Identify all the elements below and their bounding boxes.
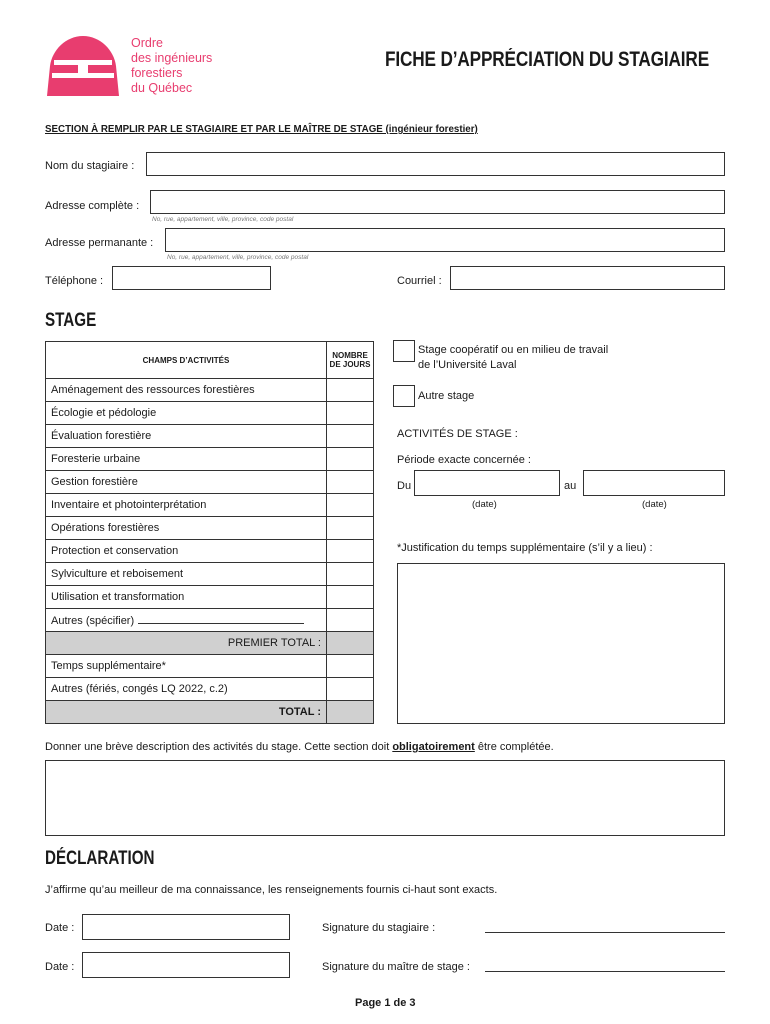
coop-stage-label-line: de l’Université Laval bbox=[418, 359, 517, 371]
org-name-line: forestiers bbox=[131, 66, 183, 80]
activity-name: Utilisation et transformation bbox=[46, 586, 327, 609]
table-row bbox=[46, 563, 374, 586]
description-emphasis: obligatoirement bbox=[392, 741, 475, 753]
org-logo-icon bbox=[44, 36, 122, 96]
col-days-line: DE JOURS bbox=[329, 360, 371, 369]
description-text-end: être complétée. bbox=[474, 741, 554, 753]
days-cell[interactable] bbox=[327, 655, 374, 678]
other-stage-label: Autre stage bbox=[418, 390, 475, 402]
table-row bbox=[46, 425, 374, 448]
table-row bbox=[46, 586, 374, 609]
perm-address-hint: No, rue, appartement, ville, province, code postal bbox=[167, 254, 309, 261]
days-cell[interactable] bbox=[327, 471, 374, 494]
table-row bbox=[46, 471, 374, 494]
from-label: Du bbox=[397, 480, 412, 492]
table-row bbox=[46, 402, 374, 425]
first-total-cell[interactable] bbox=[327, 632, 374, 655]
days-cell[interactable] bbox=[327, 678, 374, 701]
name-field[interactable] bbox=[146, 152, 725, 176]
description-field[interactable] bbox=[45, 760, 725, 836]
email-field[interactable] bbox=[450, 266, 725, 290]
to-label: au bbox=[564, 480, 577, 492]
master-signature-label: Signature du maître de stage : bbox=[322, 961, 470, 973]
date-label: Date : bbox=[45, 961, 75, 973]
total-cell[interactable] bbox=[327, 701, 374, 724]
perm-address-field[interactable] bbox=[165, 228, 725, 252]
other-activity-field[interactable] bbox=[138, 613, 304, 624]
activity-name: Aménagement des ressources forestières bbox=[46, 379, 327, 402]
activities-table bbox=[45, 341, 374, 724]
phone-label: Téléphone : bbox=[45, 275, 104, 287]
org-name-line: du Québec bbox=[131, 81, 193, 95]
activity-name: Évaluation forestière bbox=[46, 425, 327, 448]
description-text: Donner une brève description des activités du stage. Cette section doit bbox=[45, 741, 393, 753]
org-name-line: Ordre bbox=[131, 36, 163, 50]
date-label: Date : bbox=[45, 922, 75, 934]
table-row bbox=[46, 517, 374, 540]
days-cell[interactable] bbox=[327, 494, 374, 517]
phone-field[interactable] bbox=[112, 266, 271, 290]
table-row bbox=[46, 609, 374, 632]
stage-heading: STAGE bbox=[45, 310, 97, 331]
page-title: FICHE D’APPRÉCIATION DU STAGIAIRE bbox=[385, 48, 710, 71]
table-row bbox=[46, 448, 374, 471]
first-total-label: PREMIER TOTAL : bbox=[46, 632, 327, 655]
address-hint: No, rue, appartement, ville, province, code postal bbox=[152, 216, 294, 223]
coop-stage-checkbox[interactable] bbox=[393, 340, 415, 362]
declaration-statement: J’affirme qu’au meilleur de ma connaissance, les renseignements fournis ci-haut sont exacts. bbox=[45, 884, 498, 896]
intern-date-field[interactable] bbox=[82, 914, 290, 940]
perm-address-label: Adresse permanante : bbox=[45, 237, 154, 249]
org-name bbox=[131, 36, 212, 96]
justification-field[interactable] bbox=[397, 563, 725, 724]
activity-name: Écologie et pédologie bbox=[46, 402, 327, 425]
other-stage-checkbox[interactable] bbox=[393, 385, 415, 407]
master-signature-line[interactable] bbox=[485, 971, 725, 972]
days-cell[interactable] bbox=[327, 609, 374, 632]
col-days-line: NOMBRE bbox=[332, 351, 368, 360]
col-days-header bbox=[327, 342, 374, 379]
master-date-field[interactable] bbox=[82, 952, 290, 978]
date-to-field[interactable] bbox=[583, 470, 725, 496]
name-label: Nom du stagiaire : bbox=[45, 160, 135, 172]
other-activity-label: Autres (spécifier) bbox=[51, 615, 135, 627]
intern-signature-label: Signature du stagiaire : bbox=[322, 922, 436, 934]
activity-name: Opérations forestières bbox=[46, 517, 327, 540]
address-label: Adresse complète : bbox=[45, 200, 140, 212]
days-cell[interactable] bbox=[327, 448, 374, 471]
activity-name: Foresterie urbaine bbox=[46, 448, 327, 471]
section-heading: SECTION À REMPLIR PAR LE STAGIAIRE ET PAR LE MAÎTRE DE STAGE (ingénieur forestier) bbox=[45, 123, 478, 135]
coop-stage-label-line: Stage coopératif ou en milieu de travail bbox=[418, 344, 609, 356]
col-activity-header: CHAMPS D’ACTIVITÉS bbox=[46, 342, 327, 379]
others-holidays-label: Autres (fériés, congés LQ 2022, c.2) bbox=[46, 678, 327, 701]
activities-label: ACTIVITÉS DE STAGE : bbox=[397, 428, 518, 440]
days-cell[interactable] bbox=[327, 540, 374, 563]
intern-signature-line[interactable] bbox=[485, 932, 725, 933]
period-label: Période exacte concernée : bbox=[397, 454, 531, 466]
total-label: TOTAL : bbox=[46, 701, 327, 724]
activity-name: Gestion forestière bbox=[46, 471, 327, 494]
other-activity-cell bbox=[46, 609, 327, 632]
description-label bbox=[45, 741, 554, 753]
activity-name: Sylviculture et reboisement bbox=[46, 563, 327, 586]
activity-name: Protection et conservation bbox=[46, 540, 327, 563]
table-row bbox=[46, 632, 374, 655]
table-row bbox=[46, 655, 374, 678]
days-cell[interactable] bbox=[327, 379, 374, 402]
overtime-label: Temps supplémentaire* bbox=[46, 655, 327, 678]
date-from-field[interactable] bbox=[414, 470, 560, 496]
table-row bbox=[46, 678, 374, 701]
org-name-line: des ingénieurs bbox=[131, 51, 213, 65]
email-label: Courriel : bbox=[397, 275, 442, 287]
days-cell[interactable] bbox=[327, 425, 374, 448]
days-cell[interactable] bbox=[327, 563, 374, 586]
days-cell[interactable] bbox=[327, 402, 374, 425]
date-from-hint: (date) bbox=[472, 499, 497, 510]
activity-name: Inventaire et photointerprétation bbox=[46, 494, 327, 517]
date-to-hint: (date) bbox=[642, 499, 667, 510]
page-number: Page 1 de 3 bbox=[355, 997, 416, 1009]
days-cell[interactable] bbox=[327, 586, 374, 609]
table-row bbox=[46, 379, 374, 402]
days-cell[interactable] bbox=[327, 517, 374, 540]
address-field[interactable] bbox=[150, 190, 725, 214]
declaration-heading: DÉCLARATION bbox=[45, 848, 155, 869]
table-row bbox=[46, 701, 374, 724]
justification-label: *Justification du temps supplémentaire (s’il y a lieu) : bbox=[397, 542, 653, 554]
table-row bbox=[46, 494, 374, 517]
table-row bbox=[46, 540, 374, 563]
